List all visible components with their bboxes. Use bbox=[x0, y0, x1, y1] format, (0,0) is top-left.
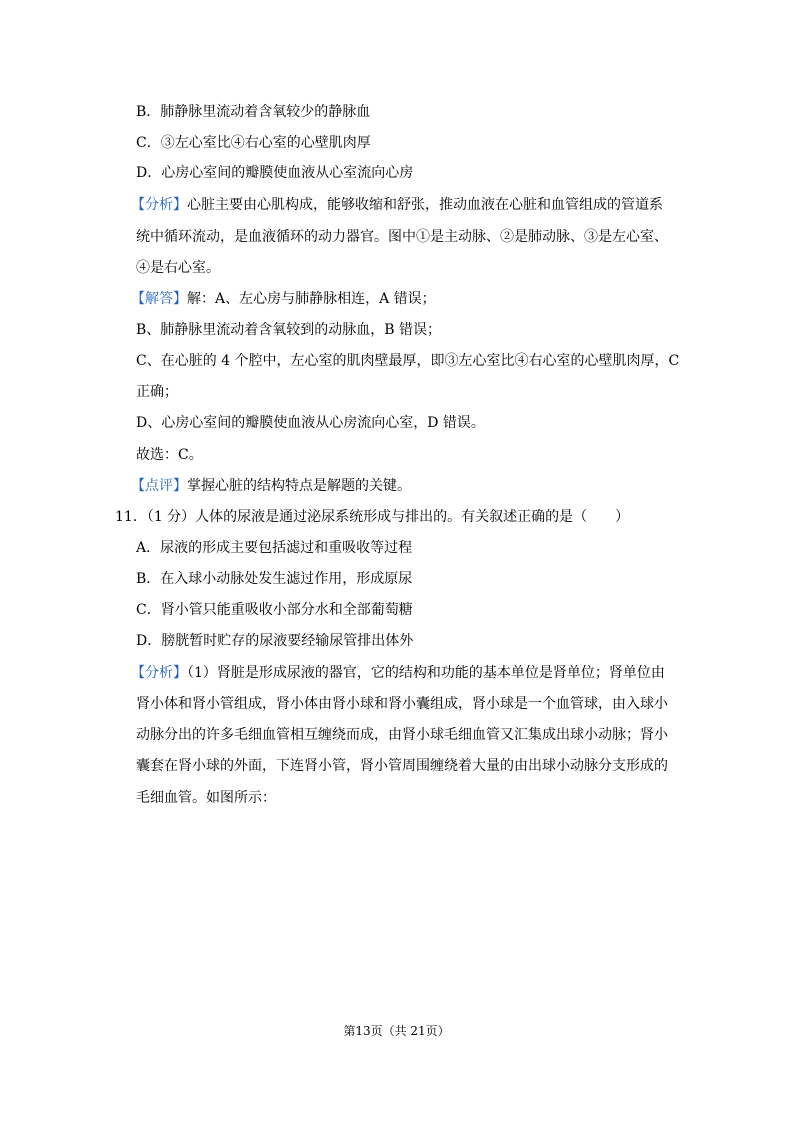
page-footer: 第13页（共 21页） bbox=[343, 1024, 450, 1038]
answer-paragraph-line: C、在心脏的 4 个腔中，左心室的肌肉壁最厚，即③左心室比④右心室的心壁肌肉厚，C bbox=[136, 353, 680, 369]
answer-paragraph-line: B、肺静脉里流动着含氧较到的动脉血，B 错误； bbox=[136, 322, 442, 338]
analysis-tag: 【分析】 bbox=[131, 197, 187, 213]
option-d-line: D．心房心室间的瓣膜使血液从心室流向心房 bbox=[136, 165, 414, 181]
answer-paragraph-line: 正确； bbox=[136, 384, 178, 400]
answer-tag: 【解答】 bbox=[131, 291, 187, 307]
analysis-paragraph-line: 统中循环流动，是血液循环的动力器官。图中①是主动脉、②是肺动脉、③是左心室、 bbox=[136, 229, 668, 245]
option-a-line: A．尿液的形成主要包括滤过和重吸收等过程 bbox=[136, 540, 413, 556]
question-11-stem: 11．（1 分）人体的尿液是通过泌尿系统形成与排出的。有关叙述正确的是（ ） bbox=[115, 509, 630, 525]
analysis-paragraph-line: 动脉分出的许多毛细血管相互缠绕而成，由肾小球毛细血管又汇集成出球小动脉；肾小 bbox=[136, 727, 668, 743]
option-c-line: C．肾小管只能重吸收小部分水和全部葡萄糖 bbox=[136, 602, 413, 618]
analysis-tag: 【分析】 bbox=[131, 665, 187, 681]
answer-paragraph-line: D、心房心室间的瓣膜使血液从心房流向心室，D 错误。 bbox=[136, 415, 485, 431]
analysis-paragraph-line: 囊套在肾小球的外面，下连肾小管，肾小管周围缠绕着大量的由出球小动脉分支形成的 bbox=[136, 758, 668, 774]
option-b-line: B．在入球小动脉处发生滤过作用，形成原尿 bbox=[136, 571, 413, 587]
answer-paragraph-line: 【解答】解：A、左心房与肺静脉相连，A 错误； bbox=[131, 291, 436, 307]
analysis-paragraph-line: 【分析】（1）肾脏是形成尿液的器官，它的结构和功能的基本单位是肾单位；肾单位由 bbox=[131, 665, 665, 681]
choice-line: 故选：C。 bbox=[136, 447, 203, 463]
comment-tag: 【点评】 bbox=[131, 478, 187, 494]
option-d-line: D．膀胱暂时贮存的尿液要经输尿管排出体外 bbox=[136, 633, 414, 649]
option-c-line: C．③左心室比④右心室的心壁肌肉厚 bbox=[136, 135, 371, 151]
analysis-paragraph-line: 【分析】心脏主要由心肌构成，能够收缩和舒张，推动血液在心脏和血管组成的管道系 bbox=[131, 197, 663, 213]
analysis-paragraph-line: 毛细血管。如图所示： bbox=[136, 790, 276, 806]
option-b-line: B．肺静脉里流动着含氧较少的静脉血 bbox=[136, 104, 371, 120]
comment-paragraph-line: 【点评】掌握心脏的结构特点是解题的关键。 bbox=[131, 478, 411, 494]
analysis-paragraph-line: ④是右心室。 bbox=[136, 260, 220, 276]
analysis-paragraph-line: 肾小体和肾小管组成，肾小体由肾小球和肾小囊组成，肾小球是一个血管球，由入球小 bbox=[136, 696, 668, 712]
